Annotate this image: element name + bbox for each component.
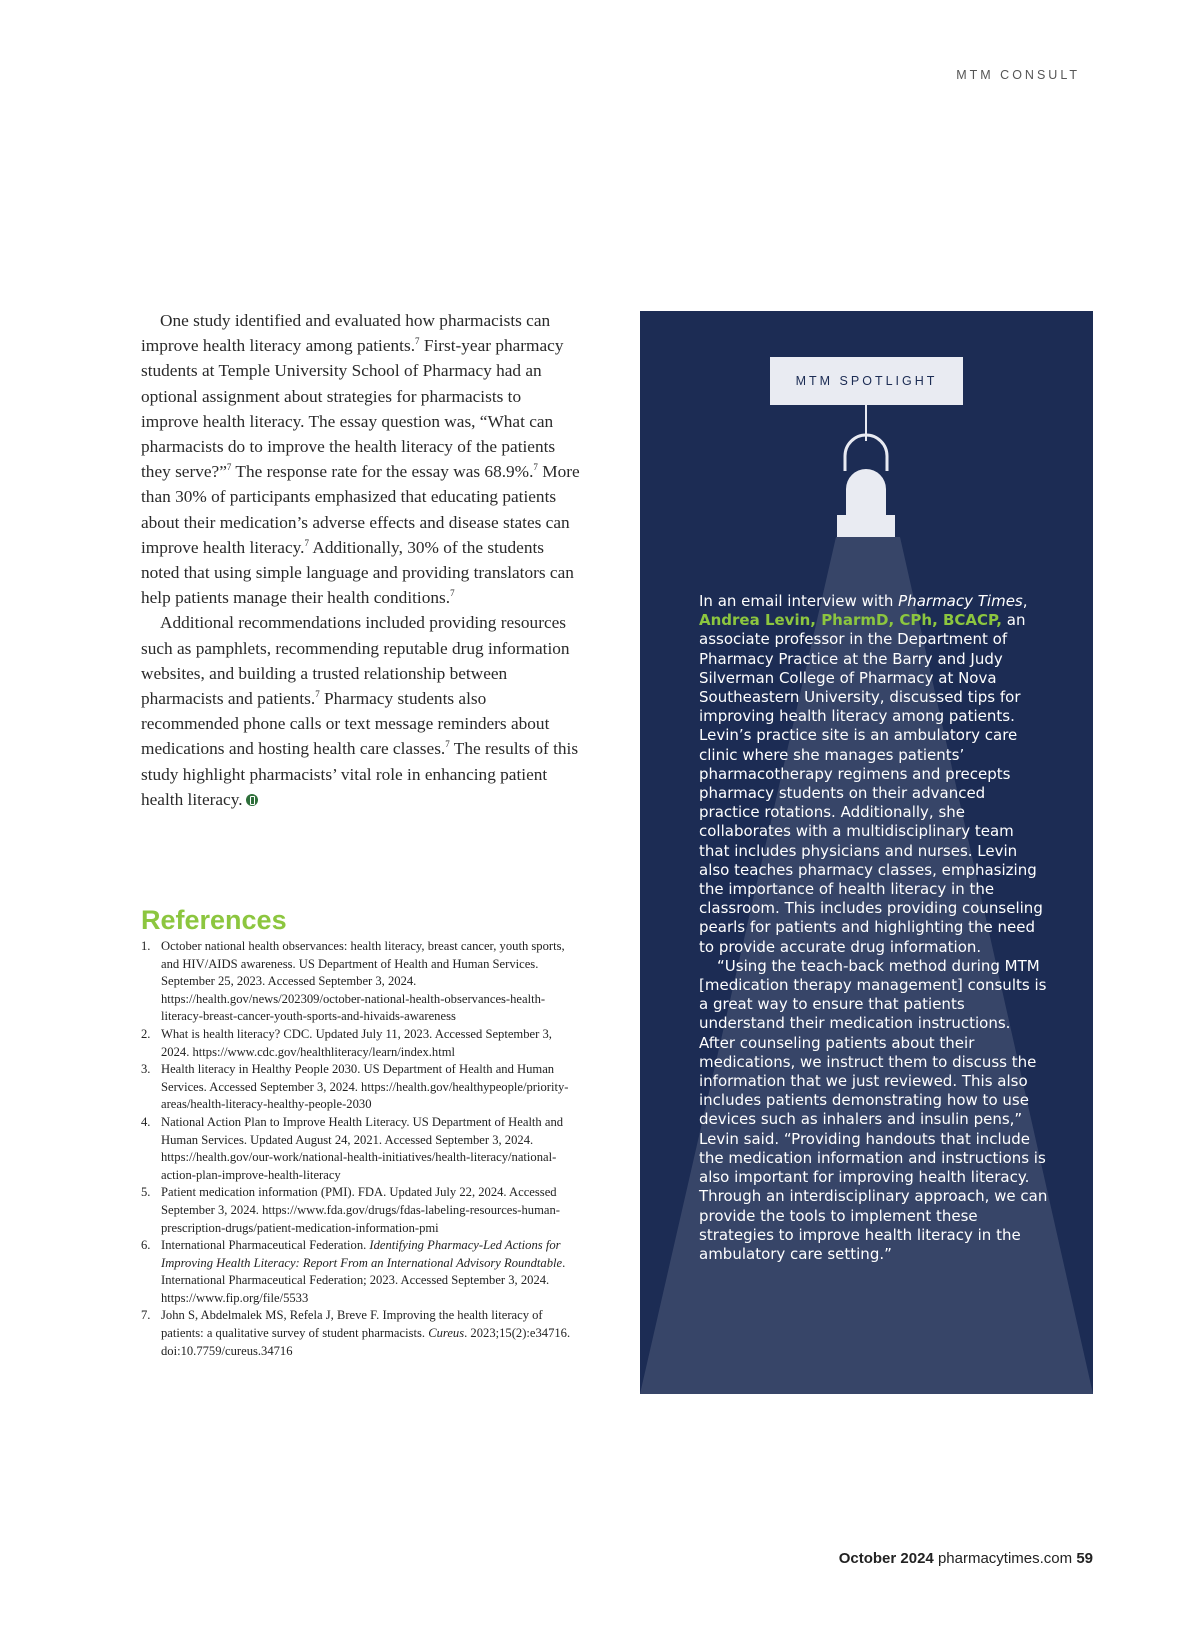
references-heading: References — [141, 905, 287, 935]
spotlight-text — [699, 592, 1049, 1264]
spotlight-label: MTM SPOTLIGHT — [770, 357, 963, 405]
issue-date: October 2024 — [838, 1550, 934, 1567]
reference-item: 7. John S, Abdelmalek MS, Refela J, Breve F. Improving the health literacy of patients: a qualitative survey of student pharmacists. Cureus. 2023;15(2):e34716. doi:10.7759/cureus.34716 — [141, 1308, 571, 1358]
website: pharmacytimes.com — [937, 1550, 1073, 1567]
citation-superscript: 7 — [533, 462, 538, 473]
citation-superscript: 7 — [415, 336, 420, 347]
spotlight-quote: “Using the teach-back method during MTM [medication therapy management] consults is a great way to ensure that patients understand their medication instructions. After counseling patients about their medications, we instruct them to discuss the information that we just reviewed. This also includes patients demonstrating how to use devices such as inhalers and insulin pens,” Levin said. “Providing handouts that include the medication information and instructions is also important for improving health literacy. Through an interdisciplinary approach, we can provide the tools to implement these strategies to improve health literacy in the ambulatory care setting.” — [699, 956, 1048, 1263]
body-paragraph-1: One study identified and evaluated how pharmacists can improve health literacy among patients.$^7$ First-year pharmacy students at Temple University School of Pharmacy had an optional assignment about strategies for pharmacists to improve health literacy. The essay question was, “What can pharmacists do to improve the health literacy of the patients they serve?”$^7$ The response rate for the essay was 68.9%.$^7$ More than 30% of participants emphasized that educating patients about their medication’s adverse effects and disease states can improve health literacy.$^7$ Additionally, 30% of the students noted that using simple language and providing translators can help patients manage their health conditions.$^7$ — [141, 311, 580, 608]
reference-item: 5. Patient medication information (PMI). FDA. Updated July 22, 2024. Accessed September 3, 2024. https://www.fda.gov/drugs/fdas-labeling-resources-human-prescription-drugs/patient-medication-information-pmi — [141, 1185, 560, 1235]
citation-superscript: 7 — [304, 537, 309, 548]
citation-superscript: 7 — [315, 689, 320, 700]
references-list — [141, 938, 581, 1360]
interviewee-name: Andrea Levin, PharmD, CPh, BCACP, — [699, 611, 1002, 630]
page-footer — [839, 1550, 1093, 1567]
article-body — [141, 308, 581, 812]
reference-item: 6. International Pharmaceutical Federation. Identifying Pharmacy-Led Actions for Improving Health Literacy: Report From an International Advisory Roundtable. International Pharmaceutical Federation; 2023. Accessed September 3, 2024. https://www.fip.org/file/5533 — [141, 1238, 566, 1305]
end-mark-icon — [246, 794, 258, 806]
reference-item: 2. What is health literacy? CDC. Updated July 11, 2023. Accessed September 3, 2024. https://www.cdc.gov/healthliteracy/learn/index.html — [141, 1026, 552, 1059]
section-tag: MTM CONSULT — [956, 68, 1080, 82]
reference-item: 3. Health literacy in Healthy People 2030. US Department of Health and Human Services. Accessed September 3, 2024. https://health.gov/healthypeople/priority-areas/health-literacy-healthy-people-2030 — [141, 1062, 569, 1112]
citation-superscript: 7 — [450, 588, 455, 599]
citation-superscript: 7 — [445, 739, 450, 750]
spotlight-sidebar — [640, 311, 1093, 1394]
page-number: 59 — [1076, 1550, 1093, 1567]
reference-item: 1. October national health observances: health literacy, breast cancer, youth sports, and HIV/AIDS awareness. US Department of Health and Human Services. September 25, 2023. Accessed September 3, 2024. https://health.gov/news/202309/october-national-health-observances-health-literacy-breast-cancer-youth-sports-and-hivaids-awareness — [141, 939, 565, 1024]
body-paragraph-2: Additional recommendations included providing resources such as pamphlets, recommending reputable drug information websites, and building a trusted relationship between pharmacists and patients.$^7$ Pharmacy students also recommended phone calls or text message reminders about medications and hosting health care classes.$^7$ The results of this study highlight pharmacists’ vital role in enhancing patient health literacy. — [141, 613, 579, 809]
spotlight-intro: In an email interview with Pharmacy Times, Andrea Levin, PharmD, CPh, BCACP, an associate professor in the Department of Pharmacy Practice at the Barry and Judy Silverman College of Pharmacy at Nova Southeastern University, discussed tips for improving health literacy among patients. Levin’s practice site is an ambulatory care clinic where she manages patients’ pharmacotherapy regimens and precepts pharmacy students on their advanced practice rotations. Additionally, she collaborates with a multidisciplinary team that includes physicians and nurses. Levin also teaches pharmacy classes, emphasizing the importance of health literacy in the classroom. This includes providing counseling pearls for patients and highlighting the need to provide accurate drug information. — [699, 592, 1043, 956]
reference-item: 4. National Action Plan to Improve Health Literacy. US Department of Health and Human Services. Updated August 24, 2021. Accessed September 3, 2024. https://health.gov/our-work/national-health-initiatives/health-literacy/national-action-plan-improve-health-literacy — [141, 1114, 564, 1182]
citation-superscript: 7 — [226, 462, 232, 473]
